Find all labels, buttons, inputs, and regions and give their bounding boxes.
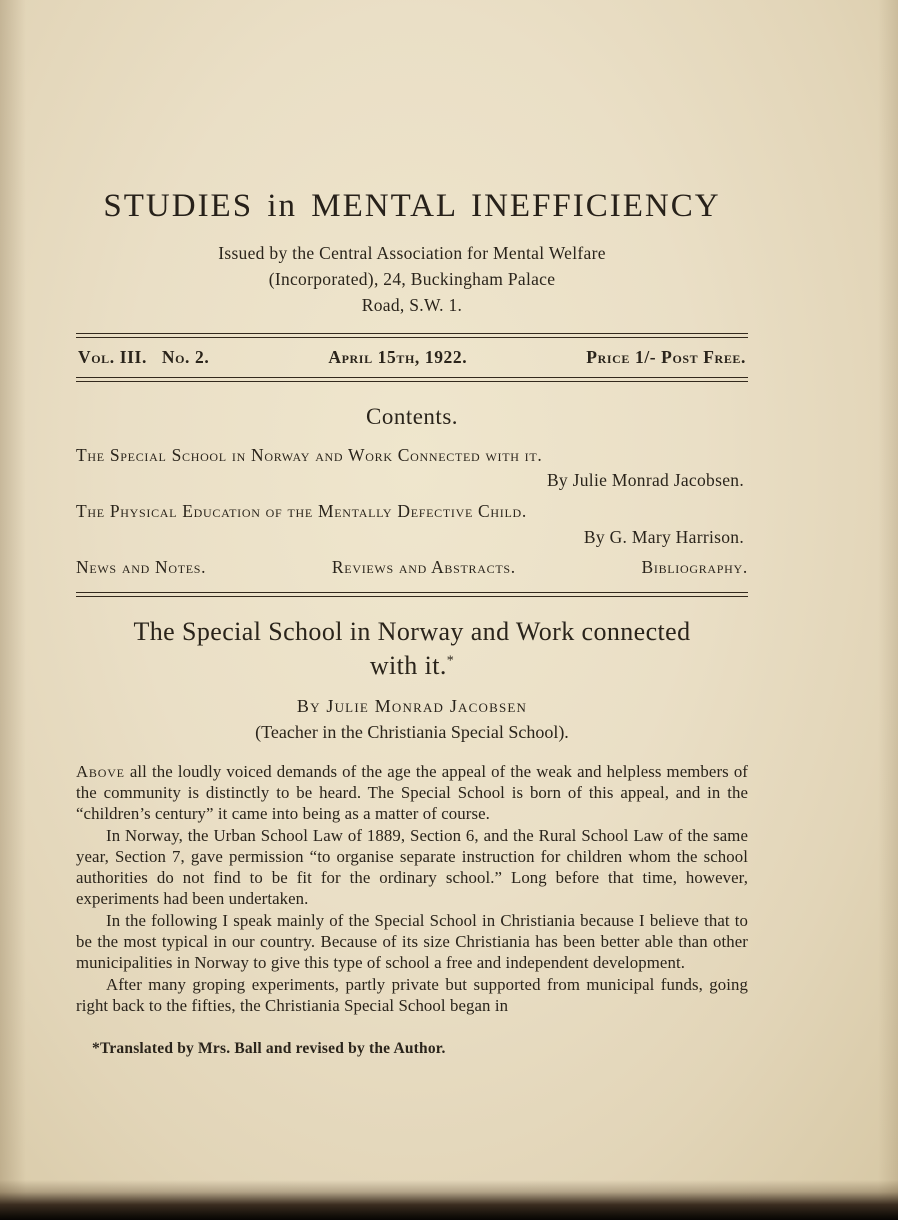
issued-line-3: Road, S.W. 1. (361, 294, 463, 315)
article (76, 615, 748, 1059)
paragraph (76, 761, 748, 825)
contents-item-title: The Physical Education of the Mentally Defective Child. (76, 501, 527, 522)
journal-page (76, 0, 748, 1058)
contents-list (76, 444, 748, 578)
page-edge-bottom (0, 1180, 898, 1220)
volume-number: Vol. III. No. 2. (78, 346, 210, 367)
paragraph: In Norway, the Urban School Law of 1889, Section 6, and the Rural School Law of the same year, Section 7, gave permission “to organise separate instruction for children whom the school authorities do not find to be fit for the ordinary school.” Long before that time, however, experiments had been undertaken. (76, 825, 748, 909)
divider-under-contents (76, 592, 748, 597)
paragraph-text: all the loudly voiced demands of the age the appeal of the weak and helpless members of the community is distinctly to be heard. The Special School is born of this appeal, and in the “children’s century” it came into being as a matter of course. (76, 761, 749, 824)
contents-footer-item: News and Notes. (76, 556, 207, 577)
paragraph: After many groping experiments, partly private but supported from municipal funds, going right back to the fifties, the Christiania Special School began in (76, 974, 748, 1016)
journal-title: STUDIES in MENTAL INEFFICIENCY (103, 188, 721, 224)
divider-under-issue-info (76, 377, 748, 382)
contents-footer-row (76, 557, 748, 578)
issued-line-2: (Incorporated), 24, Buckingham Palace (268, 268, 556, 289)
contents-item-title: The Special School in Norway and Work Connected with it. (76, 444, 543, 465)
article-affiliation: (Teacher in the Christiania Special School). (255, 721, 569, 742)
contents-section (76, 404, 748, 578)
contents-item-byline: By Julie Monrad Jacobsen. (546, 470, 744, 491)
masthead (76, 188, 748, 319)
issue-price: Price 1/- Post Free. (586, 346, 746, 367)
article-byline: By Julie Monrad Jacobsen (296, 695, 528, 716)
article-body (76, 761, 748, 1017)
issued-line-1: Issued by the Central Association for Mental Welfare (218, 243, 606, 263)
issued-block (76, 241, 748, 319)
footnote-marker: * (446, 653, 455, 669)
issue-date: April 15th, 1922. (328, 346, 468, 367)
paragraph: In the following I speak mainly of the Special School in Christiania because I believe that to be the most typical in our country. Because of its size Christiania has been better able than other municipalities in Norway to give this type of school a free and independent development. (76, 910, 748, 973)
issue-info-row (76, 338, 748, 377)
article-title-line-2: with it. (369, 650, 447, 680)
contents-item-byline: By G. Mary Harrison. (583, 526, 744, 547)
article-title-line-1: The Special School in Norway and Work connected (133, 616, 691, 646)
contents-heading: Contents. (365, 403, 459, 429)
page-edge-left (0, 0, 26, 1220)
contents-footer-item: Reviews and Abstracts. (331, 556, 516, 577)
footnote: *Translated by Mrs. Ball and revised by the Author. (92, 1040, 446, 1058)
lead-word: Above (76, 761, 125, 781)
article-title (76, 615, 748, 683)
page-edge-right (878, 0, 898, 1220)
contents-footer-item: Bibliography. (641, 556, 748, 577)
